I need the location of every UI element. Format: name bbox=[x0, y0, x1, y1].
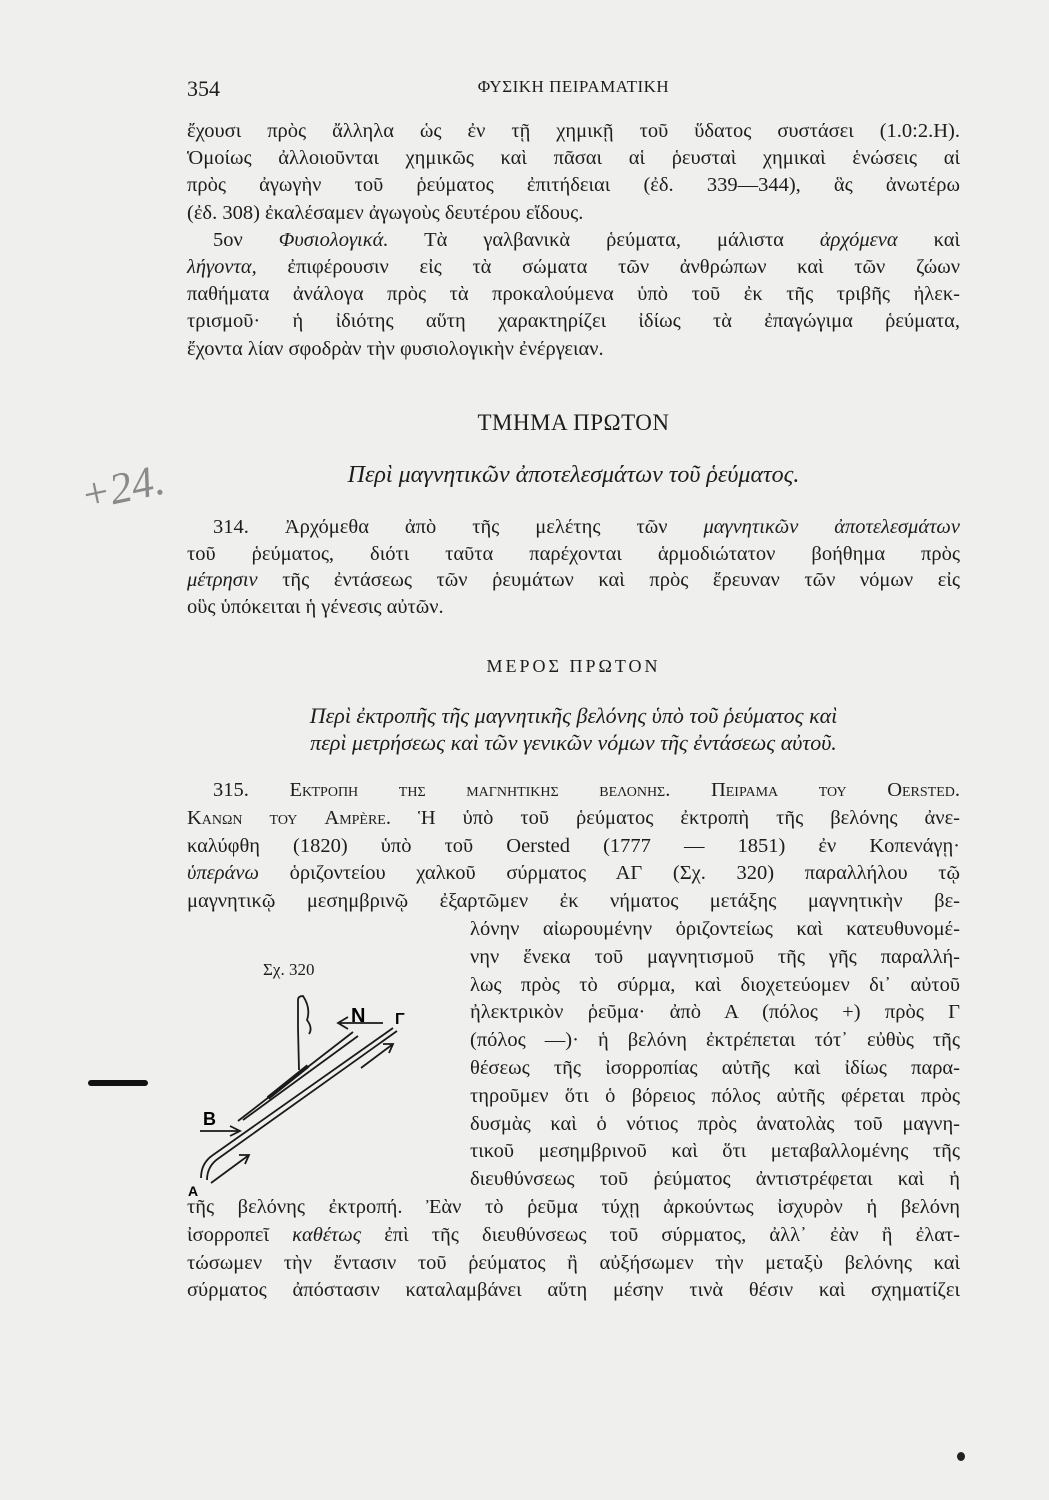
text-segment: Φυσιολογικά. bbox=[278, 228, 389, 251]
text-line bbox=[187, 254, 960, 281]
text-segment: τηροῦμεν ὅτι ὁ βόρειος πόλος αὐτῆς φέρεται πρὸς bbox=[470, 1084, 960, 1107]
text-segment: μαγνητικῷ μεσημβρινῷ ἐξαρτῶμεν ἐκ νήματος μετάξης μαγνητικὴν βε- bbox=[187, 890, 960, 913]
text-segment: τρισμοῦ· ἡ ἰδιότης αὕτη χαρακτηρίζει ἰδίως τὰ ἐπαγώγιμα ῥεύματα, bbox=[187, 310, 960, 333]
text-line bbox=[187, 860, 960, 888]
text-segment: καὶ bbox=[897, 228, 960, 251]
text-line bbox=[470, 944, 960, 972]
text-line bbox=[470, 1111, 960, 1139]
text-segment: Ἡ ὑπὸ τοῦ ῥεύματος ἐκτροπὴ τῆς βελόνης ἀνε- bbox=[391, 806, 961, 829]
text-segment: τῆς βελόνης ἐκτροπή. Ἐὰν τὸ ῥεῦμα τύχῃ ἀρκούντως ἰσχυρὸν ἡ βελόνη bbox=[187, 1195, 960, 1218]
text-segment: ἔχοντα λίαν σφοδρὰν τὴν φυσιολογικὴν ἐνέργειαν. bbox=[187, 337, 604, 360]
text-line bbox=[187, 594, 960, 621]
text-segment: τοῦ ῥεύματος, διότι ταῦτα παρέχονται ἁρμοδιώτατον βοήθημα πρὸς bbox=[187, 542, 960, 565]
text-line bbox=[470, 916, 960, 944]
text-segment: ἰσορροπεῖ bbox=[187, 1223, 293, 1246]
label-gamma: Γ bbox=[395, 1011, 405, 1028]
part-subtitle-line-1: Περὶ ἐκτροπῆς τῆς μαγνητικῆς βελόνης ὑπὸ τοῦ ῥεύματος καὶ bbox=[309, 703, 838, 728]
text-line bbox=[187, 833, 960, 861]
label-n: N bbox=[351, 1005, 366, 1027]
text-line bbox=[187, 145, 960, 172]
text-line bbox=[187, 172, 960, 199]
text-segment: Ὁμοίως ἀλλοιοῦνται χημικῶς καὶ πᾶσαι αἱ ῥευσταὶ χημικαὶ ἑνώσεις αἱ bbox=[187, 147, 960, 170]
text-segment: μέτρησιν bbox=[187, 569, 258, 591]
text-segment: ἔχουσι πρὸς ἄλληλα ὡς ἐν τῇ χημικῇ τοῦ ὕδατος συστάσει (1.0:2.Η). bbox=[187, 120, 960, 142]
text-line bbox=[470, 1138, 960, 1166]
thread-line bbox=[298, 1028, 299, 1070]
text-line bbox=[187, 1250, 960, 1278]
text-segment: νην ἕνεκα τοῦ μαγνητισμοῦ τῆς γῆς παραλλή- bbox=[470, 945, 960, 968]
text-segment bbox=[670, 779, 711, 801]
text-segment: 314. Ἀρχόμεθα ἀπὸ τῆς μελέτης τῶν bbox=[213, 516, 704, 538]
paragraph-continuation bbox=[187, 118, 960, 363]
text-segment: (ἐδ. 308) ἐκαλέσαμεν ἀγωγοὺς δευτέρου εἴδους. bbox=[187, 201, 584, 224]
page-number: 354 bbox=[187, 76, 220, 101]
text-line bbox=[187, 541, 960, 568]
figure-320 bbox=[183, 958, 413, 1198]
text-line bbox=[213, 777, 960, 805]
text-segment: ὁριζοντείου χαλκοῦ σύρματος ΑΓ (Σχ. 320) παραλλήλου τῷ bbox=[258, 862, 960, 885]
text-segment: καλύφθη (1820) ὑπὸ τοῦ Oersted (1777 — 1851) ἐν Κοπενάγῃ· bbox=[187, 834, 960, 857]
text-segment: Πειραμα του Oersted. bbox=[710, 779, 961, 801]
text-line bbox=[187, 281, 960, 308]
text-segment: τῆς ἐντάσεως τῶν ῥευμάτων καὶ πρὸς ἔρευναν τῶν νόμων εἰς bbox=[257, 569, 960, 591]
wire-inner bbox=[207, 1031, 397, 1180]
text-segment: ἐπιφέρουσιν εἰς τὰ σώματα τῶν ἀνθρώπων καὶ τῶν ζώων bbox=[256, 255, 960, 278]
handwritten-margin-note: +24. bbox=[75, 454, 169, 521]
text-line bbox=[470, 1166, 960, 1194]
text-segment: Κανων του Ampère. bbox=[187, 806, 391, 829]
figure-caption: Σχ. 320 bbox=[263, 960, 315, 979]
text-line bbox=[187, 118, 960, 145]
text-segment: 5ον bbox=[213, 228, 279, 251]
text-line bbox=[187, 336, 960, 363]
text-segment: οὓς ὑπόκειται ἡ γένεσις αὐτῶν. bbox=[187, 595, 444, 618]
text-line bbox=[470, 1083, 960, 1111]
text-segment: πρὸς ἀγωγὴν τοῦ ῥεύματος ἐπιτήδειαι (ἐδ. 339—344), ἃς ἀνωτέρω bbox=[187, 174, 960, 197]
text-segment: λόνην αἰωρουμένην ὁριζοντείως καὶ κατευθυνομέ- bbox=[470, 917, 960, 940]
text-segment: καθέτως bbox=[292, 1223, 362, 1246]
text-line bbox=[470, 1055, 960, 1083]
text-line bbox=[187, 1277, 960, 1305]
text-segment: Τὰ γαλβανικὰ ῥεύματα, μάλιστα bbox=[388, 228, 820, 251]
text-segment: ὑπεράνω bbox=[187, 862, 259, 885]
text-segment: μαγνητικῶν ἀποτελεσμάτων bbox=[703, 516, 960, 538]
text-line bbox=[470, 972, 960, 1000]
text-segment: δυσμὰς καὶ ὁ νότιος πρὸς ἀνατολὰς τοῦ μαγνη- bbox=[470, 1112, 960, 1135]
text-segment: ἀρχόμενα bbox=[819, 228, 898, 251]
part-heading: ΜΕΡΟΣ ΠΡΩΤΟΝ bbox=[486, 656, 661, 676]
text-segment: θέσεως τῆς ἰσορροπίας αὐτῆς καὶ ἰδίως παρα- bbox=[470, 1056, 960, 1079]
oersted-diagram bbox=[183, 958, 413, 1198]
section-subtitle: Περὶ μαγνητικῶν ἀποτελεσμάτων τοῦ ῥεύματος. bbox=[347, 462, 800, 488]
text-segment: τώσωμεν τὴν ἔντασιν τοῦ ῥεύματος ἢ αὐξήσωμεν τὴν μεταξὺ βελόνης καὶ bbox=[187, 1251, 960, 1274]
text-segment: ἠλεκτρικὸν ῥεῦμα· ἀπὸ Α (πόλος +) πρὸς Γ bbox=[470, 1001, 960, 1024]
text-line bbox=[187, 1194, 960, 1222]
suspension-thread bbox=[298, 996, 311, 1034]
text-line bbox=[213, 227, 960, 254]
text-line bbox=[187, 805, 960, 833]
text-line bbox=[213, 514, 960, 541]
running-title: ΦΥΣΙΚΗ ΠΕΙΡΑΜΑΤΙΚΗ bbox=[477, 77, 670, 96]
text-line bbox=[187, 308, 960, 335]
text-line bbox=[187, 888, 960, 916]
text-line bbox=[470, 999, 960, 1027]
text-line bbox=[187, 1222, 960, 1250]
part-subtitle-line-2: περὶ μετρήσεως καὶ τῶν γενικῶν νόμων τῆς ἐντάσεως αὐτοῦ. bbox=[310, 730, 837, 755]
text-segment: παθήματα ἀνάλογα πρὸς τὰ προκαλούμενα ὑπὸ τοῦ ἐκ τῆς τριβῆς ἠλεκ- bbox=[187, 283, 960, 306]
label-alpha: Α bbox=[188, 1183, 199, 1198]
text-line bbox=[187, 567, 960, 594]
text-line bbox=[470, 1027, 960, 1055]
text-segment: τικοῦ μεσημβρινοῦ καὶ ὅτι μεταβαλλομένης τῆς bbox=[470, 1140, 960, 1163]
margin-ink-mark bbox=[88, 1080, 148, 1086]
text-segment: ἐπὶ τῆς διευθύνσεως τοῦ σύρματος, ἀλλ᾽ ἐὰν ἢ ἐλατ- bbox=[361, 1223, 961, 1246]
text-segment: Εκτροπη της μαγνητικης βελονης. bbox=[289, 779, 671, 801]
text-segment: σύρματος ἀπόστασιν καταλαμβάνει αὕτη μέσην τινὰ θέσιν καὶ σχηματίζει bbox=[187, 1279, 960, 1302]
text-segment: (πόλος —)· ἡ βελόνη ἐκτρέπεται τότ᾽ εὐθὺς τῆς bbox=[470, 1029, 960, 1052]
label-beta: Β bbox=[203, 1109, 216, 1129]
text-segment: λως πρὸς τὸ σύρμα, καὶ διοχετεύομεν δι᾽ αὐτοῦ bbox=[470, 973, 960, 996]
paragraph-314 bbox=[187, 514, 960, 620]
ink-spot bbox=[957, 1452, 965, 1461]
text-line bbox=[187, 200, 960, 227]
section-heading: ΤΜΗΜΑ ΠΡΩΤΟΝ bbox=[477, 410, 670, 435]
text-segment: λήγοντα, bbox=[187, 255, 257, 278]
text-segment: διευθύνσεως τοῦ ῥεύματος ἀντιστρέφεται καὶ ἡ bbox=[470, 1168, 960, 1191]
text-segment: 315. bbox=[213, 779, 290, 801]
